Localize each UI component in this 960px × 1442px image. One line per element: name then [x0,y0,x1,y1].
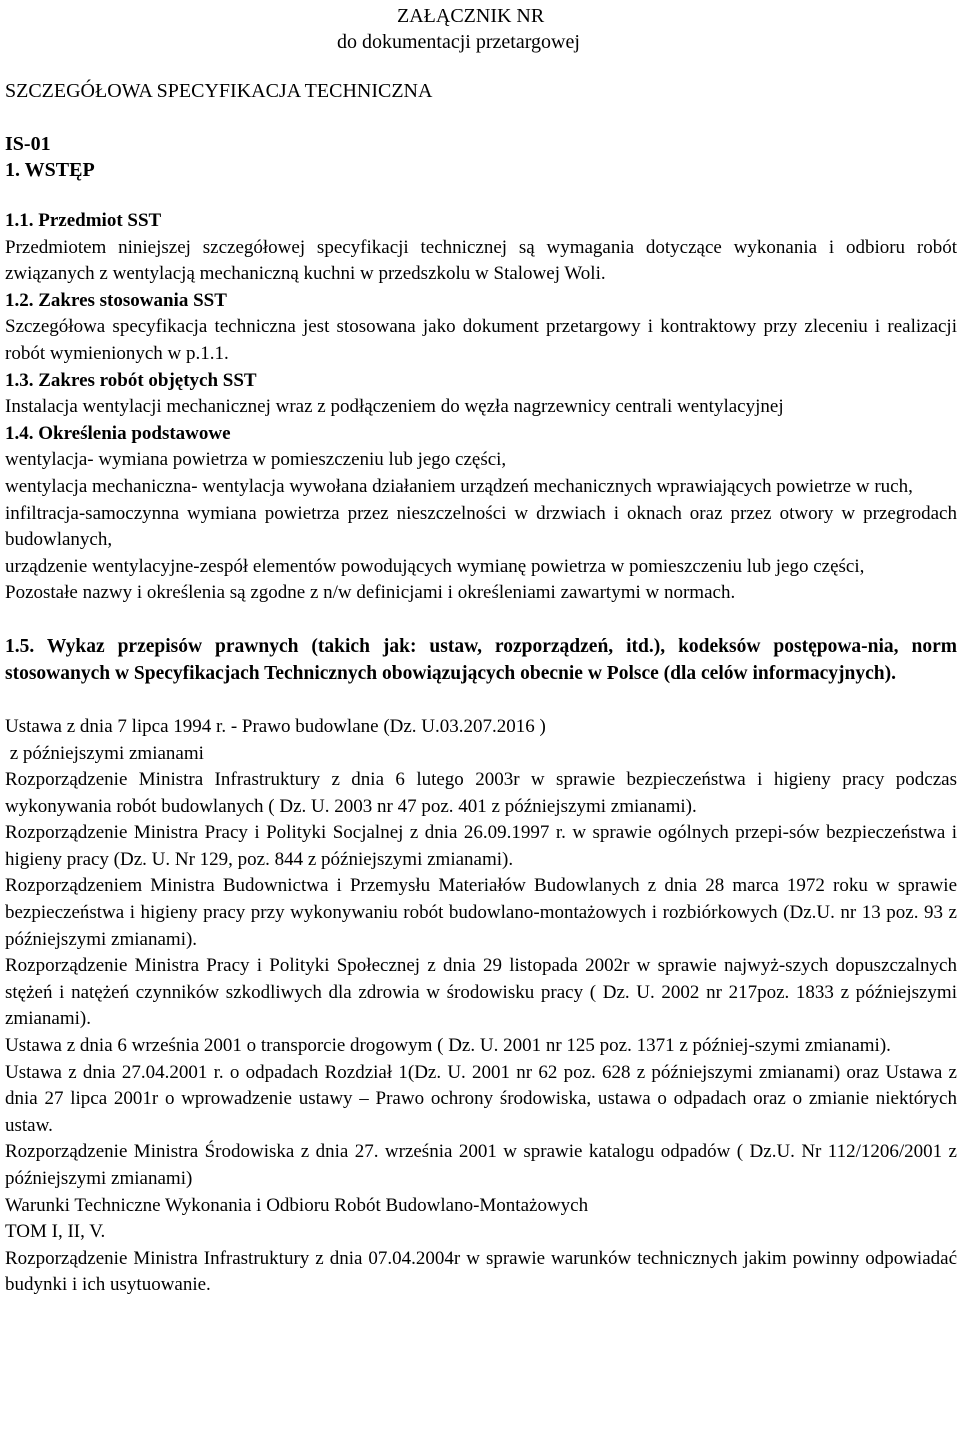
spacer [5,688,957,714]
regulation-item: Rozporządzenie Ministra Pracy i Polityki Socjalnej z dnia 26.09.1997 r. w sprawie ogólnych przepi-sów bezpieczeństwa i higieny pracy (Dz. U. Nr 129, poz. 844 z późniejszymi zmianami). [5,822,957,870]
definition-item: infiltracja-samoczynna wymiana powietrza przez nieszczelności w drzwiach i oknach oraz przez otwory w przegrodach budowlanych, [5,502,957,551]
section-1-2-heading [5,288,957,315]
definition-item: urządzenie wentylacyjne-zespół elementów powodujących wymianę powietrza w pomieszczeniu lub jego części, [5,555,865,577]
section-1-1-text: Przedmiotem niniejszej szczegółowej specyfikacji technicznej są wymagania dotyczące wykonania i odbioru robót związanych z wentylacją mechaniczną kuchni w przedszkolu w Stalowej Woli. [5,236,957,285]
section-intro-heading: 1. WSTĘP [5,159,95,181]
section-1-2-number: 1.2. [5,289,34,311]
section-1-3-title: Zakres robót objętych SST [38,369,257,391]
section-1-5-heading: 1.5. Wykaz przepisów prawnych (takich jak: ustaw, rozporządzeń, itd.), kodeksów postępowa-nia, norm stosowanych w Specyfikacjach Technicznych obowiązujących obecnie w Polsce (dla celów informacyjnych). [5,635,957,685]
section-1-1-heading: 1.1. Przedmiot SST [5,210,162,231]
document-body [5,208,957,1299]
regulation-item: Rozporządzenie Ministra Infrastruktury z dnia 07.04.2004r w sprawie warunków technicznych jakim powinny odpowiadać budynki i ich usytuowanie. [5,1247,957,1296]
definition-item: Pozostałe nazwy i określenia są zgodne z n/w definicjami i określeniami zawartymi w normach. [5,582,736,604]
annex-number: ZAŁĄCZNIK NR [397,5,545,27]
annex-header [337,3,637,55]
spec-code: IS-01 [5,133,51,155]
regulation-item: Rozporządzenie Ministra Infrastruktury z dnia 6 lutego 2003r w sprawie bezpieczeństwa i higieny pracy podczas wykonywania robót budowlanych ( Dz. U. 2003 nr 47 poz. 401 z późniejszymi zmianami). [5,769,957,817]
regulation-item: Rozporządzenie Ministra Pracy i Polityki Społecznej z dnia 29 listopada 2002r w sprawie najwyż-szych dopuszczalnych stężeń i natężeń czynników szkodliwych dla zdrowia w środowisku pracy ( Dz. U. 2002 nr 217poz. 1833 z późniejszymi zmianami). [5,955,957,1030]
section-1-2-text: Szczegółowa specyfikacja techniczna jest stosowana jako dokument przetargowy i kontraktowy przy zleceniu i realizacji robót wymienionych w p.1.1. [5,316,957,364]
regulation-item: z późniejszymi zmianami [5,742,204,764]
regulation-item: TOM I, II, V. [5,1221,106,1243]
section-1-2-title: Zakres stosowania SST [38,289,227,311]
regulation-item: Ustawa z dnia 27.04.2001 r. o odpadach Rozdział 1(Dz. U. 2001 nr 62 poz. 628 z późniejszymi zmianami) oraz Ustawa z dnia 27 lipca 2001r o wprowadzenie ustawy – Prawo ochrony środowiska, ustawa o odpadach oraz o zmianie niektórych ustaw. [5,1061,957,1136]
section-1-4-heading [5,421,957,448]
regulation-item: Ustawa z dnia 7 lipca 1994 r. - Prawo budowlane (Dz. U.03.207.2016 ) [5,715,546,737]
section-1-3-text: Instalacja wentylacji mechanicznej wraz z podłączeniem do węzła nagrzewnicy centrali wentylacyjnej [5,396,784,418]
section-1-4-title: Określenia podstawowe [38,422,231,444]
definition-item: wentylacja- wymiana powietrza w pomieszczeniu lub jego części, [5,449,507,471]
regulation-item: Rozporządzeniem Ministra Budownictwa i Przemysłu Materiałów Budowlanych z dnia 28 marca 1972 roku w sprawie bezpieczeństwa i higieny pracy przy wykonywaniu robót budowlano-montażowych i rozbiórkowych (Dz.U. nr 13 poz. 93 z późniejszymi zmianami). [5,875,957,950]
regulation-item: Rozporządzenie Ministra Środowiska z dnia 27. września 2001 w sprawie katalogu odpadów ( Dz.U. Nr 112/1206/2001 z późniejszymi zmianami) [5,1141,957,1189]
spacer [5,607,957,633]
regulation-item: Ustawa z dnia 6 września 2001 o transporcie drogowym ( Dz. U. 2001 nr 125 poz. 1371 z później-szymi zmianami). [5,1035,891,1057]
regulation-item: Warunki Techniczne Wykonania i Odbioru Robót Budowlano-Montażowych [5,1194,589,1216]
spec-title: SZCZEGÓŁOWA SPECYFIKACJA TECHNICZNA [5,80,433,102]
section-1-4-number: 1.4. [5,422,34,444]
definition-item: wentylacja mechaniczna- wentylacja wywołana działaniem urządzeń mechanicznych wprawiających powietrze w ruch, [5,475,913,497]
annex-subtitle: do dokumentacji przetargowej [337,31,580,53]
section-1-3-number: 1.3. [5,369,34,391]
section-1-3-heading [5,368,957,395]
